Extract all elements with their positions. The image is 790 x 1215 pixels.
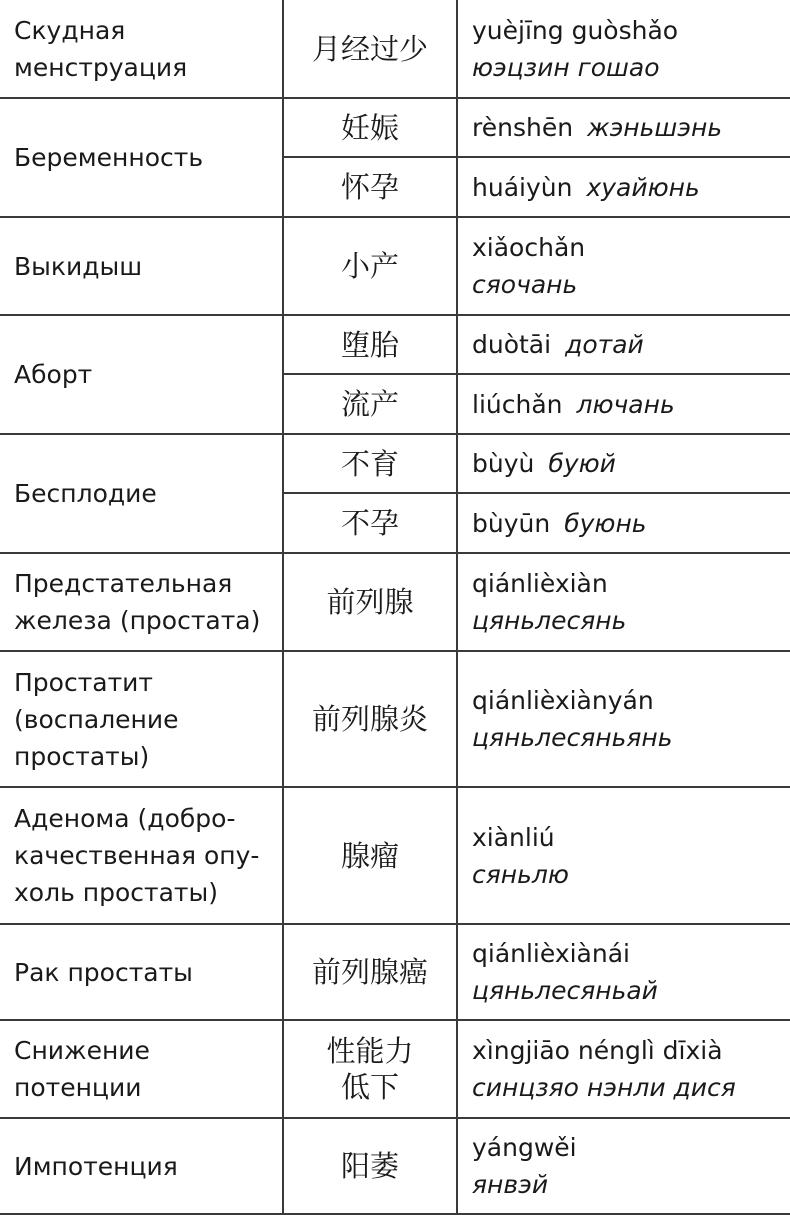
russian-term-line: холь простаты)	[14, 878, 218, 907]
table-row	[0, 434, 790, 493]
pinyin-text: qiánlièxiànyán	[472, 686, 654, 715]
russian-term-line: потенции	[14, 1073, 142, 1102]
chinese-term-line: 性能力	[326, 1034, 414, 1068]
pinyin-text: bùyù	[472, 449, 535, 478]
chinese-term-cell	[283, 374, 457, 434]
chinese-term-line: 低下	[340, 1070, 399, 1104]
russian-term-cell	[0, 217, 283, 315]
transliteration-text: янвэй	[472, 1170, 549, 1199]
russian-term-line: железа (простата)	[14, 606, 261, 635]
chinese-term-cell	[283, 98, 457, 157]
pinyin-text: xiǎochǎn	[472, 233, 586, 262]
pronunciation-cell	[457, 553, 790, 651]
russian-term-cell	[0, 98, 283, 217]
russian-term-line: Импотенция	[14, 1151, 178, 1181]
table-row	[0, 787, 790, 924]
pronunciation-cell	[457, 1020, 790, 1118]
chinese-term: 怀孕	[340, 170, 399, 204]
table-row	[0, 0, 790, 98]
pronunciation-cell	[457, 217, 790, 315]
chinese-term-cell	[283, 924, 457, 1020]
chinese-term-cell	[283, 217, 457, 315]
transliteration-text: сяньлю	[472, 859, 569, 889]
chinese-term-cell	[283, 1118, 457, 1214]
transliteration-text: жэньшэнь	[587, 113, 723, 142]
pronunciation-cell	[457, 434, 790, 493]
russian-term-cell	[0, 787, 283, 924]
pronunciation-cell	[457, 374, 790, 434]
pinyin-text: xìngjiāo nénglì dīxià	[472, 1036, 723, 1065]
russian-term-line: Скудная	[14, 15, 126, 45]
russian-term-line: качественная опу-	[14, 841, 260, 870]
chinese-term: 不孕	[340, 506, 399, 540]
transliteration-text: дотай	[565, 330, 644, 359]
table-row	[0, 924, 790, 1020]
table-row	[0, 553, 790, 651]
chinese-term-cell	[283, 553, 457, 651]
chinese-term: 堕胎	[340, 327, 399, 362]
russian-term-line: Выкидыш	[14, 251, 143, 281]
pronunciation-cell	[457, 315, 790, 374]
pinyin-text: liúchǎn	[472, 389, 563, 419]
russian-term-cell	[0, 0, 283, 98]
pinyin-text: yángwěi	[472, 1133, 577, 1162]
chinese-term: 不育	[340, 446, 399, 481]
russian-term-cell	[0, 1020, 283, 1118]
chinese-term: 妊娠	[340, 110, 399, 145]
table-row	[0, 1118, 790, 1214]
russian-term-cell	[0, 924, 283, 1020]
transliteration-text: юэцзин гошао	[472, 52, 660, 82]
russian-term-line: менструация	[14, 52, 188, 82]
chinese-term: 小产	[340, 249, 399, 283]
russian-term-line: Беременность	[14, 143, 204, 172]
pronunciation-cell	[457, 651, 790, 787]
russian-term-cell	[0, 434, 283, 553]
table-row	[0, 1020, 790, 1118]
russian-term-line: Бесплодие	[14, 479, 157, 508]
pinyin-text: rènshēn	[472, 113, 574, 142]
pinyin-text: yuèjīng guòshǎo	[472, 15, 679, 45]
pronunciation-cell	[457, 493, 790, 553]
chinese-term: 阳萎	[340, 1149, 399, 1183]
russian-term-line: Предстательная	[14, 569, 233, 598]
pronunciation-cell	[457, 1118, 790, 1214]
russian-term-line: простаты)	[14, 741, 150, 771]
pronunciation-cell	[457, 157, 790, 217]
transliteration-text: лючань	[576, 389, 675, 419]
chinese-term: 前列腺癌	[311, 955, 428, 989]
pinyin-text: xiànliú	[472, 822, 555, 852]
chinese-term-cell	[283, 315, 457, 374]
russian-term-cell	[0, 315, 283, 434]
chinese-term-cell	[283, 787, 457, 924]
chinese-term-cell	[283, 1020, 457, 1118]
transliteration-text: цяньлесянь	[472, 606, 627, 635]
transliteration-text: сяочань	[472, 270, 578, 299]
pronunciation-cell	[457, 924, 790, 1020]
chinese-term-cell	[283, 493, 457, 553]
table-row	[0, 98, 790, 157]
pronunciation-cell	[457, 98, 790, 157]
russian-term-cell	[0, 1118, 283, 1214]
pinyin-text: huáiyùn	[472, 172, 573, 202]
russian-term-line: (воспаление	[14, 704, 179, 734]
chinese-term: 流产	[340, 387, 399, 421]
chinese-term: 腺瘤	[340, 838, 399, 873]
chinese-term: 前列腺	[326, 585, 414, 619]
russian-term-line: Снижение	[14, 1036, 150, 1065]
pinyin-text: bùyūn	[472, 508, 551, 538]
chinese-term-cell	[283, 434, 457, 493]
table-row	[0, 217, 790, 315]
russian-term-line: Простатит	[14, 667, 153, 697]
table-row	[0, 315, 790, 374]
pronunciation-cell	[457, 0, 790, 98]
russian-term-line: Аборт	[14, 360, 93, 389]
pinyin-text: qiánlièxiàn	[472, 569, 608, 598]
pinyin-text: duòtāi	[472, 330, 552, 359]
russian-term-line: Рак простаты	[14, 957, 193, 987]
russian-term-line: Аденома (добро-	[14, 804, 236, 833]
transliteration-text: буюй	[548, 449, 616, 478]
transliteration-text: цяньлесяньай	[472, 976, 658, 1005]
transliteration-text: цяньлесяньянь	[472, 723, 673, 752]
chinese-term: 前列腺炎	[311, 702, 428, 736]
pronunciation-cell	[457, 787, 790, 924]
chinese-term-cell	[283, 0, 457, 98]
table-row	[0, 651, 790, 787]
transliteration-text: синцзяо нэнли дися	[472, 1073, 736, 1102]
pinyin-text: qiánlièxiànái	[472, 939, 630, 968]
chinese-term-cell	[283, 157, 457, 217]
russian-term-cell	[0, 651, 283, 787]
transliteration-text: хуайюнь	[586, 172, 700, 202]
chinese-term-cell	[283, 651, 457, 787]
russian-term-cell	[0, 553, 283, 651]
transliteration-text: буюнь	[564, 508, 647, 538]
chinese-term: 月经过少	[311, 31, 428, 66]
